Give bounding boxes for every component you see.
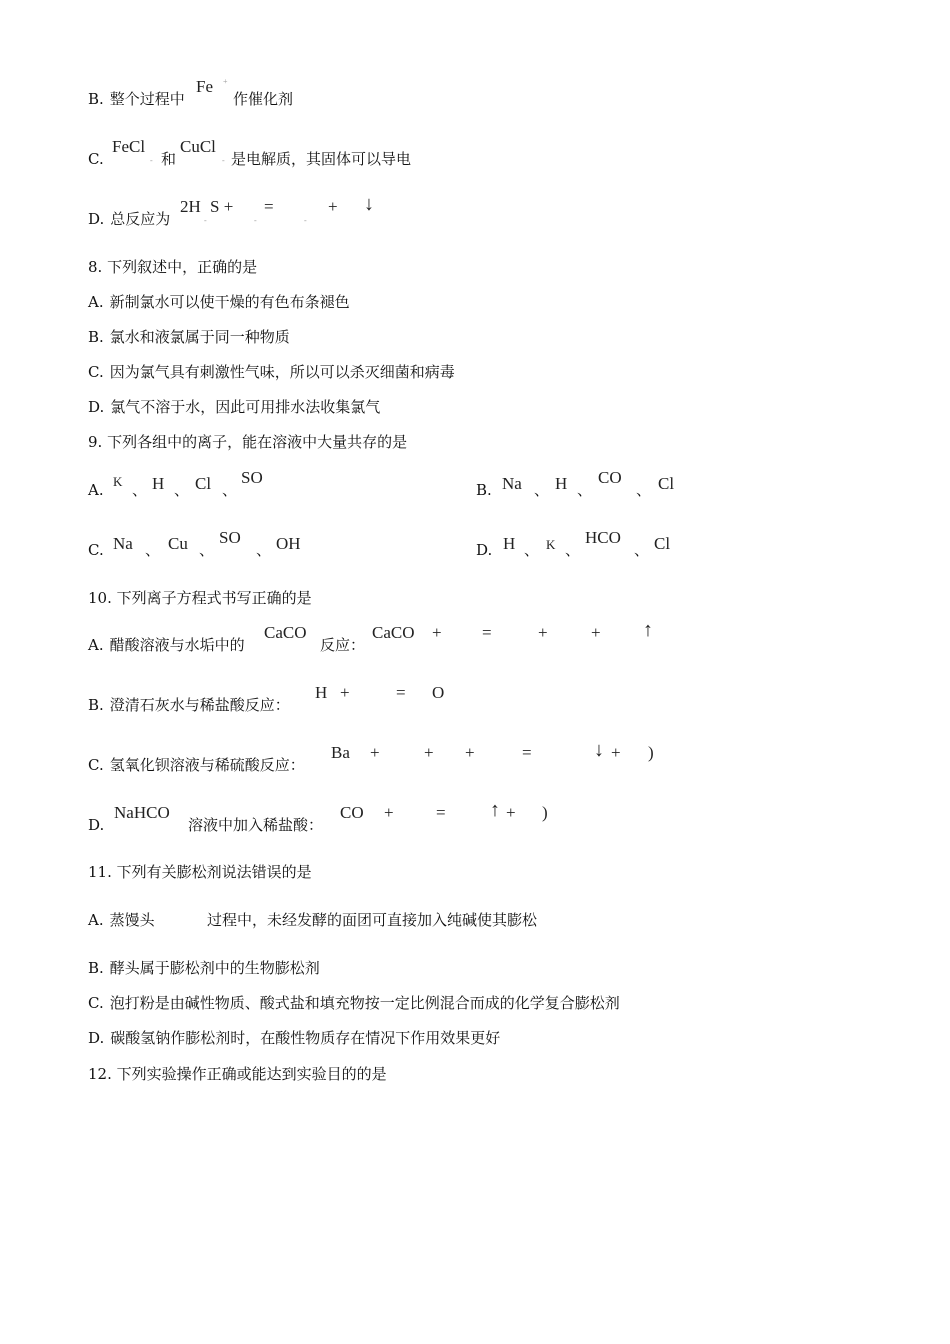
q8-option-d: D. 氯气不溶于水，因此可用排水法收集氯气 bbox=[88, 398, 381, 416]
q7-b-formula: Fe bbox=[196, 77, 213, 96]
precipitate-arrow: ↓ bbox=[364, 193, 374, 215]
q8-option-a: A. 新制氯水可以使干燥的有色布条褪色 bbox=[88, 293, 350, 311]
q11-option-d: D. 碳酸氢钠作膨松剂时，在酸性物质存在情况下作用效果更好 bbox=[88, 1029, 501, 1047]
q11-stem: 11. 下列有关膨松剂说法错误的是 bbox=[88, 863, 312, 881]
q8-option-c: C. 因为氯气具有刺激性气味，所以可以杀灭细菌和病毒 bbox=[88, 363, 455, 381]
q10-option-c: C. 氢氧化钡溶液与稀硫酸反应： bbox=[88, 756, 305, 774]
q9-option-d-label: D. bbox=[476, 541, 493, 559]
q7-option-c: C. bbox=[88, 150, 104, 168]
q11-option-c: C. 泡打粉是由碱性物质、酸式盐和填充物按一定比例混合而成的化学复合膨松剂 bbox=[88, 994, 620, 1012]
q8-option-b: B. 氯水和液氯属于同一种物质 bbox=[88, 328, 290, 346]
q12-stem: 12. 下列实验操作正确或能达到实验目的的是 bbox=[88, 1065, 387, 1083]
q9-stem: 9. 下列各组中的离子，能在溶液中大量共存的是 bbox=[88, 433, 408, 451]
q11-option-a: A. 蒸馒头 bbox=[88, 911, 155, 929]
q7-option-b: B. 整个过程中 bbox=[88, 90, 185, 108]
q9-option-b-label: B. bbox=[476, 481, 492, 499]
q8-stem: 8. 下列叙述中，正确的是 bbox=[88, 258, 258, 276]
q10-option-d: D. bbox=[88, 816, 105, 834]
q9-option-a-label: A. bbox=[88, 481, 104, 499]
q10-option-b: B. 澄清石灰水与稀盐酸反应： bbox=[88, 696, 290, 714]
q10-option-a: A. 醋酸溶液与水垢中的 bbox=[88, 636, 245, 654]
q10-stem: 10. 下列离子方程式书写正确的是 bbox=[88, 589, 312, 607]
q9-option-c-label: C. bbox=[88, 541, 104, 559]
q11-option-b: B. 酵头属于膨松剂中的生物膨松剂 bbox=[88, 959, 320, 977]
q7-option-d: D. 总反应为 bbox=[88, 210, 171, 228]
